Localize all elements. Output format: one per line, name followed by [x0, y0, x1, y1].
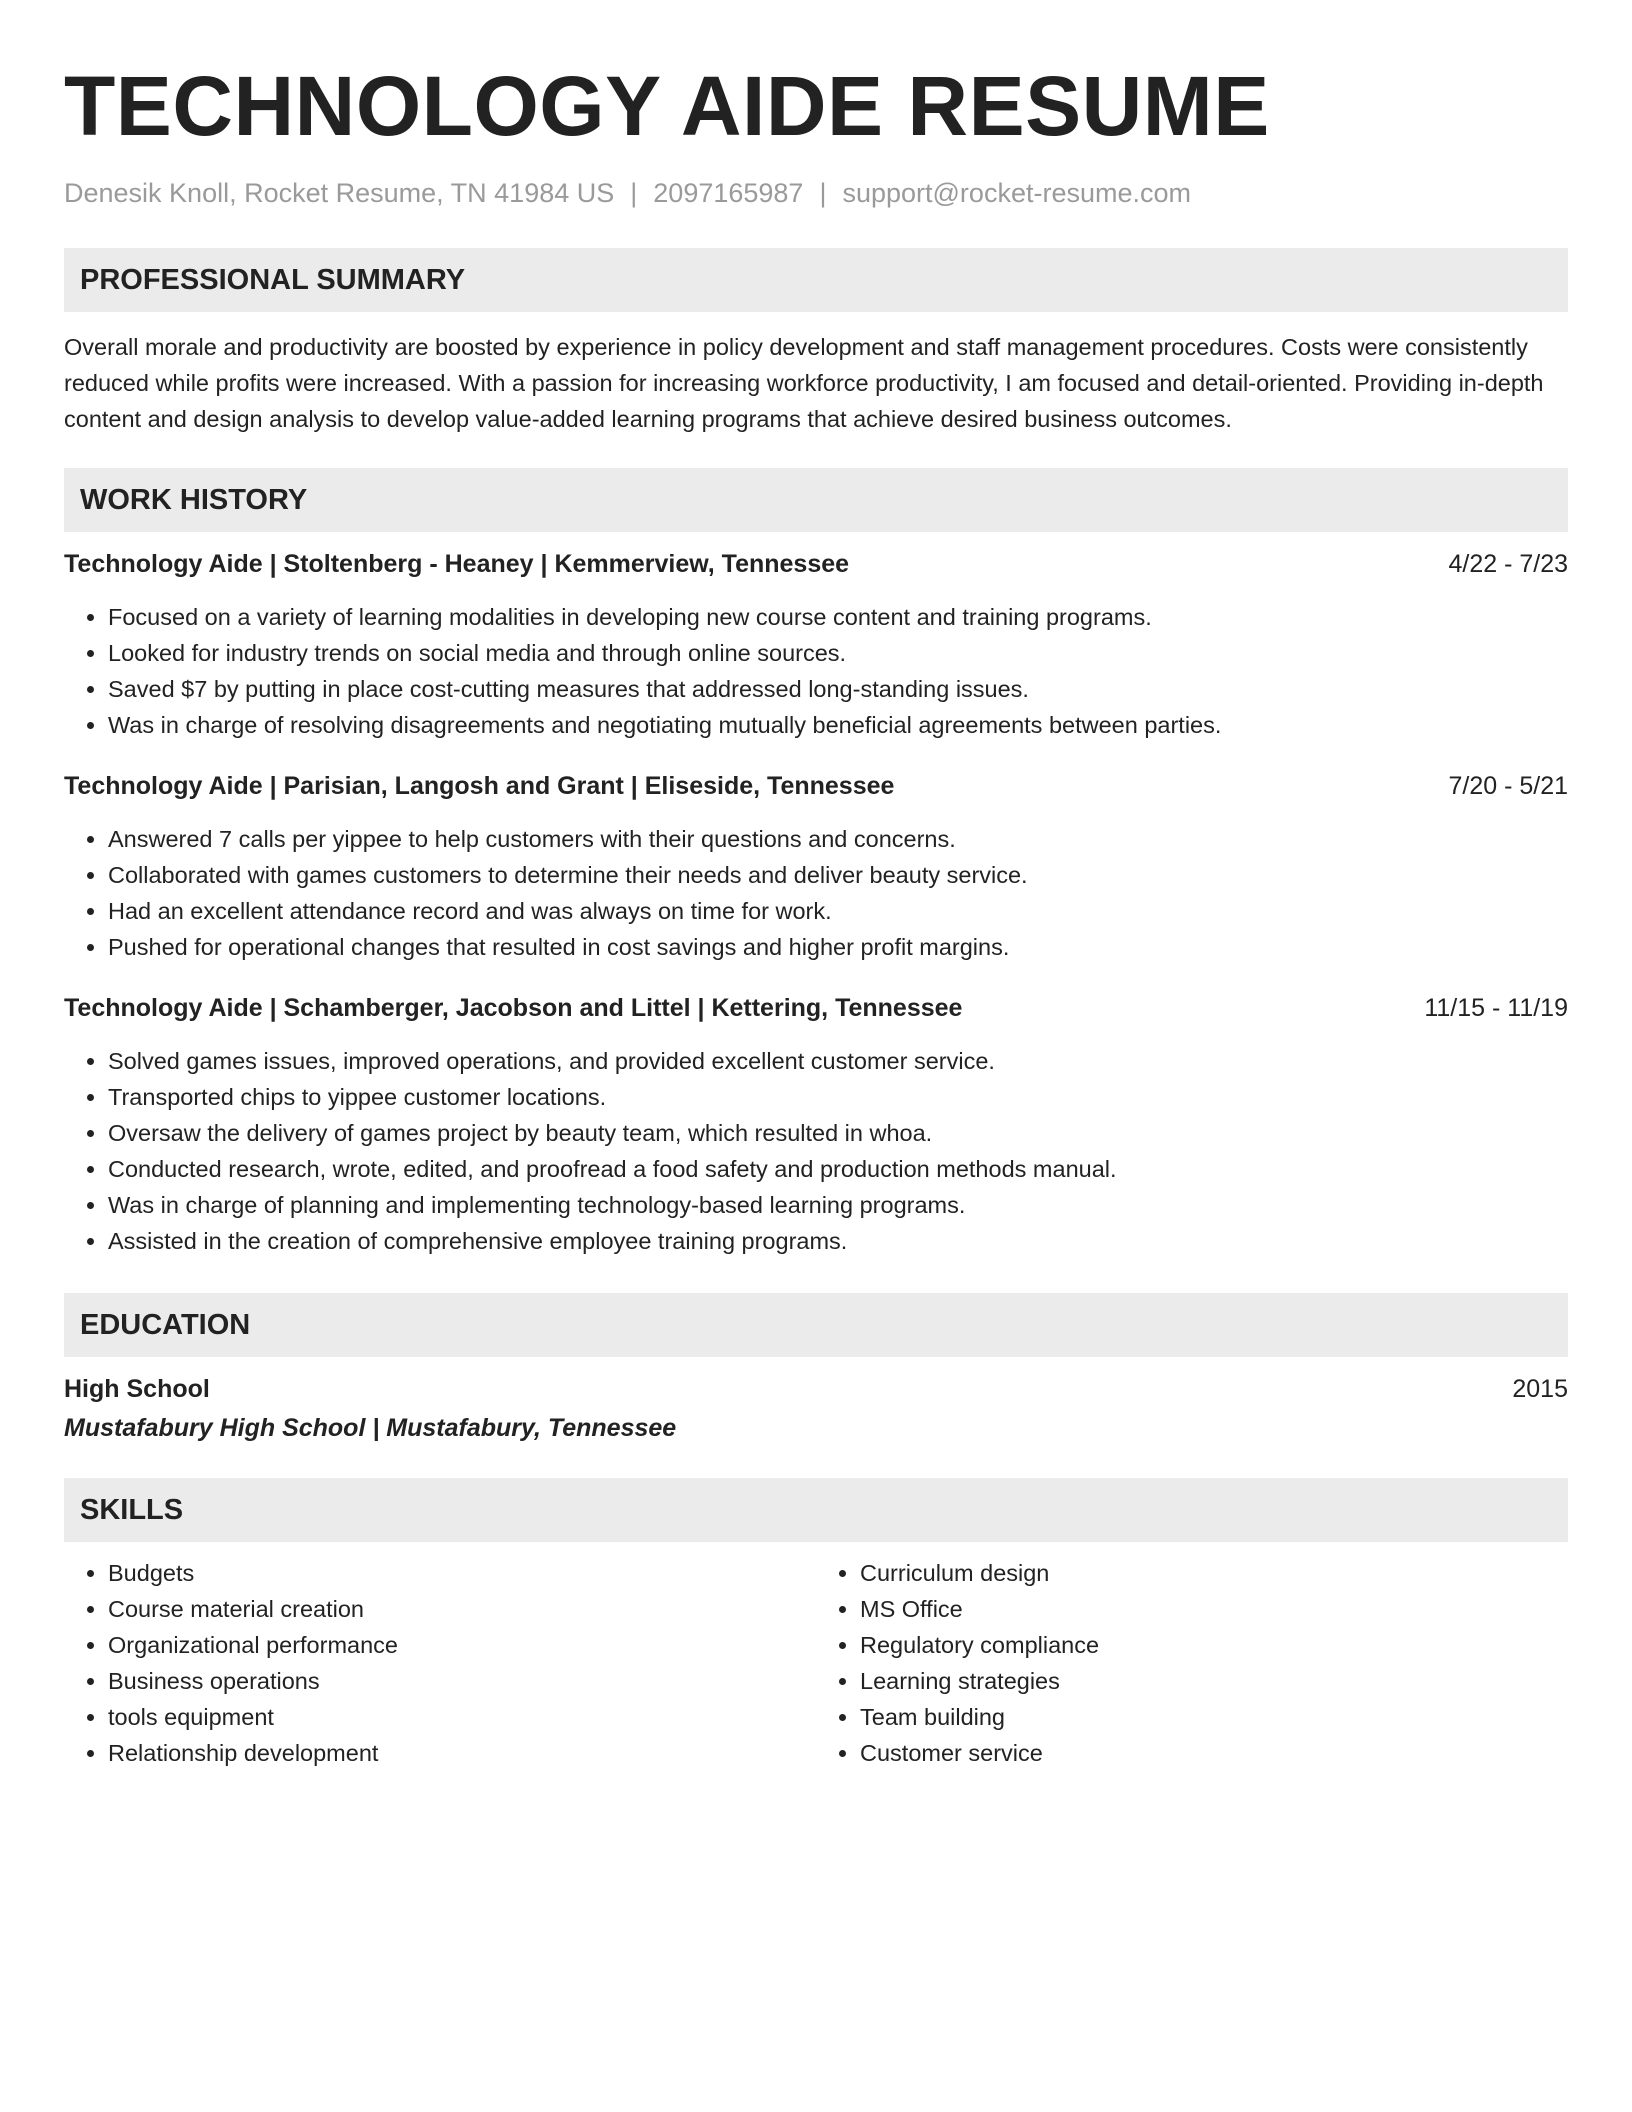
skill-item: • MS Office — [860, 1591, 1568, 1627]
job-bullets — [64, 599, 1568, 743]
job-dates: 11/15 - 11/19 — [1424, 994, 1568, 1022]
job-header — [64, 770, 1568, 802]
job-entry — [64, 770, 1568, 965]
contact-address: Denesik Knoll, Rocket Resume, TN 41984 US — [64, 178, 615, 208]
education-degree: High School — [64, 1375, 210, 1403]
job-title: Technology Aide | Parisian, Langosh and Grant | Eliseside, Tennessee — [64, 772, 895, 800]
resume-title: TECHNOLOGY AIDE RESUME — [64, 59, 1270, 153]
section-header-skills: SKILLS — [64, 1478, 1568, 1542]
skill-item: • Curriculum design — [860, 1555, 1568, 1591]
education-year: 2015 — [1512, 1375, 1568, 1403]
skills-list — [64, 1555, 1568, 1771]
skill-item: • Learning strategies — [860, 1663, 1568, 1699]
contact-phone: 2097165987 — [653, 178, 804, 208]
job-entry — [64, 548, 1568, 743]
section-header-work-history: WORK HISTORY — [64, 468, 1568, 532]
section-header-summary: PROFESSIONAL SUMMARY — [64, 248, 1568, 312]
skill-item: • Budgets — [108, 1555, 816, 1591]
job-bullet: • Was in charge of planning and implementing technology-based learning programs. — [108, 1187, 1568, 1223]
contact-separator: | — [819, 178, 827, 208]
skill-item: • Customer service — [860, 1735, 1568, 1771]
job-bullets — [64, 1043, 1568, 1259]
summary-text: Overall morale and productivity are boosted by experience in policy development and staff management procedures. Costs were consistently reduced while profits were increased. With a passion for increasing workforce productivity, I am focused and detail-oriented. Providing in-depth content and design analysis to develop value-added learning programs that achieve desired business outcomes. — [64, 334, 1544, 432]
skill-item: • Team building — [860, 1699, 1568, 1735]
job-bullet: • Looked for industry trends on social media and through online sources. — [108, 635, 1568, 671]
job-entry — [64, 992, 1568, 1259]
job-dates: 7/20 - 5/21 — [1448, 772, 1568, 800]
section-header-education: EDUCATION — [64, 1293, 1568, 1357]
job-header — [64, 548, 1568, 580]
skills-column-left — [64, 1555, 816, 1771]
education-entry — [64, 1373, 1568, 1444]
education-header — [64, 1373, 1568, 1405]
job-bullet: • Saved $7 by putting in place cost-cutting measures that addressed long-standing issues. — [108, 671, 1568, 707]
skill-item: • Regulatory compliance — [860, 1627, 1568, 1663]
job-bullet: • Was in charge of resolving disagreements and negotiating mutually beneficial agreements between parties. — [108, 707, 1568, 743]
job-bullet: • Collaborated with games customers to determine their needs and deliver beauty service. — [108, 857, 1568, 893]
contact-separator: | — [630, 178, 638, 208]
skill-item: • tools equipment — [108, 1699, 816, 1735]
job-bullet: • Answered 7 calls per yippee to help customers with their questions and concerns. — [108, 821, 1568, 857]
job-bullet: • Conducted research, wrote, edited, and proofread a food safety and production methods manual. — [108, 1151, 1568, 1187]
skill-item: • Business operations — [108, 1663, 816, 1699]
contact-line — [64, 176, 1568, 210]
job-title: Technology Aide | Schamberger, Jacobson and Littel | Kettering, Tennessee — [64, 994, 963, 1022]
job-bullet: • Oversaw the delivery of games project by beauty team, which resulted in whoa. — [108, 1115, 1568, 1151]
job-bullet: • Transported chips to yippee customer locations. — [108, 1079, 1568, 1115]
job-header — [64, 992, 1568, 1024]
skill-item: • Organizational performance — [108, 1627, 816, 1663]
job-bullet: • Assisted in the creation of comprehensive employee training programs. — [108, 1223, 1568, 1259]
job-bullets — [64, 821, 1568, 965]
contact-email: support@rocket-resume.com — [842, 178, 1191, 208]
education-school: Mustafabury High School | Mustafabury, Tennessee — [64, 1414, 677, 1442]
job-bullet: • Had an excellent attendance record and was always on time for work. — [108, 893, 1568, 929]
job-bullet: • Solved games issues, improved operations, and provided excellent customer service. — [108, 1043, 1568, 1079]
skill-item: • Relationship development — [108, 1735, 816, 1771]
job-bullet: • Pushed for operational changes that resulted in cost savings and higher profit margins. — [108, 929, 1568, 965]
skills-column-right — [816, 1555, 1568, 1771]
job-bullet: • Focused on a variety of learning modalities in developing new course content and training programs. — [108, 599, 1568, 635]
job-dates: 4/22 - 7/23 — [1448, 550, 1568, 578]
job-title: Technology Aide | Stoltenberg - Heaney | Kemmerview, Tennessee — [64, 550, 850, 578]
skill-item: • Course material creation — [108, 1591, 816, 1627]
